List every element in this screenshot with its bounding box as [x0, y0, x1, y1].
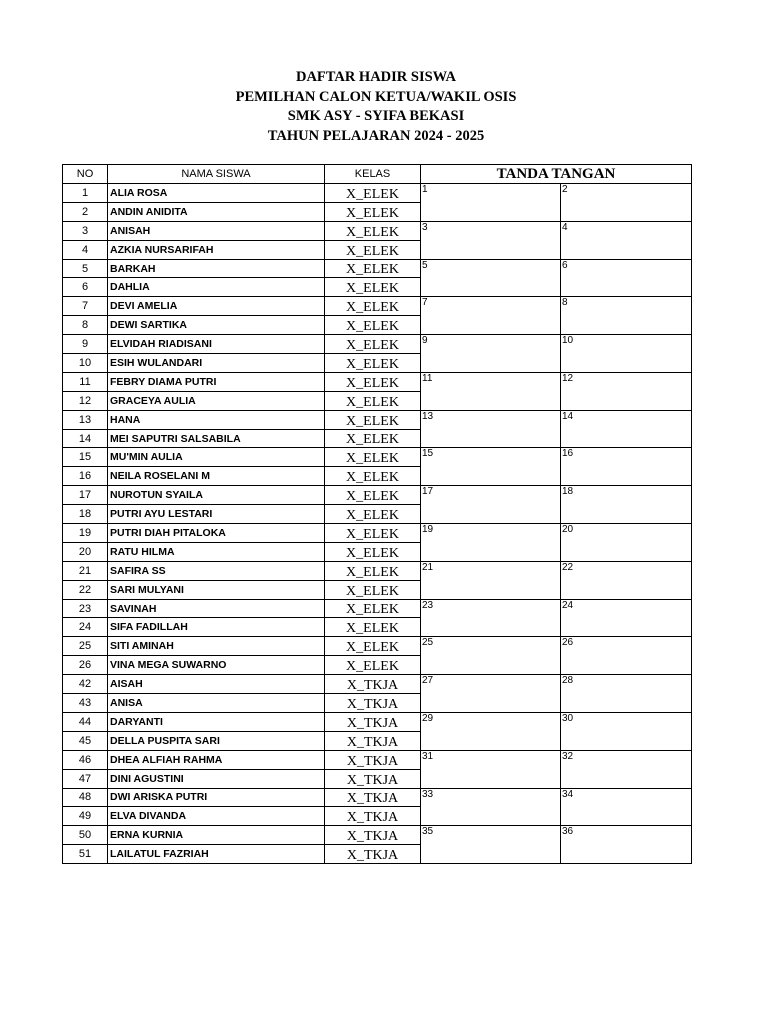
- signature-cell-right[interactable]: 2: [561, 184, 692, 222]
- student-name: SITI AMINAH: [108, 637, 325, 656]
- row-number: 25: [63, 637, 108, 656]
- student-class: X_ELEK: [325, 486, 421, 505]
- row-number: 9: [63, 335, 108, 354]
- row-number: 11: [63, 372, 108, 391]
- row-number: 48: [63, 788, 108, 807]
- table-row: [63, 184, 692, 203]
- student-name: ANISA: [108, 694, 325, 713]
- table-row: [63, 448, 692, 467]
- student-class: X_ELEK: [325, 259, 421, 278]
- student-class: X_ELEK: [325, 278, 421, 297]
- student-class: X_ELEK: [325, 221, 421, 240]
- signature-cell-left[interactable]: 11: [421, 372, 561, 410]
- row-number: 19: [63, 524, 108, 543]
- student-name: ERNA KURNIA: [108, 826, 325, 845]
- row-number: 18: [63, 505, 108, 524]
- student-name: DINI AGUSTINI: [108, 769, 325, 788]
- student-class: X_TKJA: [325, 694, 421, 713]
- student-name: MU'MIN AULIA: [108, 448, 325, 467]
- row-number: 13: [63, 410, 108, 429]
- signature-cell-left[interactable]: 35: [421, 826, 561, 864]
- signature-cell-right[interactable]: 32: [561, 750, 692, 788]
- student-class: X_ELEK: [325, 561, 421, 580]
- signature-cell-right[interactable]: 10: [561, 335, 692, 373]
- student-class: X_TKJA: [325, 769, 421, 788]
- table-row: [63, 826, 692, 845]
- row-number: 1: [63, 184, 108, 203]
- student-class: X_ELEK: [325, 524, 421, 543]
- student-name: DEVI AMELIA: [108, 297, 325, 316]
- table-row: [63, 297, 692, 316]
- table-row: [63, 410, 692, 429]
- signature-cell-left[interactable]: 13: [421, 410, 561, 448]
- student-name: DEWI SARTIKA: [108, 316, 325, 335]
- student-name: BARKAH: [108, 259, 325, 278]
- signature-cell-right[interactable]: 30: [561, 712, 692, 750]
- signature-cell-left[interactable]: 7: [421, 297, 561, 335]
- student-class: X_TKJA: [325, 788, 421, 807]
- student-name: PUTRI DIAH PITALOKA: [108, 524, 325, 543]
- student-class: X_ELEK: [325, 467, 421, 486]
- document-header: [0, 68, 768, 146]
- student-name: ELVIDAH RIADISANI: [108, 335, 325, 354]
- student-name: SAFIRA SS: [108, 561, 325, 580]
- student-class: X_TKJA: [325, 826, 421, 845]
- row-number: 24: [63, 618, 108, 637]
- row-number: 15: [63, 448, 108, 467]
- student-class: X_ELEK: [325, 335, 421, 354]
- row-number: 10: [63, 354, 108, 373]
- row-number: 14: [63, 429, 108, 448]
- signature-cell-right[interactable]: 6: [561, 259, 692, 297]
- signature-cell-left[interactable]: 25: [421, 637, 561, 675]
- signature-cell-left[interactable]: 19: [421, 524, 561, 562]
- signature-cell-left[interactable]: 5: [421, 259, 561, 297]
- table-row: [63, 486, 692, 505]
- row-number: 51: [63, 845, 108, 864]
- student-class: X_ELEK: [325, 354, 421, 373]
- row-number: 44: [63, 712, 108, 731]
- row-number: 6: [63, 278, 108, 297]
- row-number: 3: [63, 221, 108, 240]
- student-name: VINA MEGA SUWARNO: [108, 656, 325, 675]
- title-line-3: SMK ASY - SYIFA BEKASI: [287, 108, 465, 124]
- table-row: [63, 788, 692, 807]
- student-class: X_ELEK: [325, 448, 421, 467]
- student-name: LAILATUL FAZRIAH: [108, 845, 325, 864]
- row-number: 21: [63, 561, 108, 580]
- student-class: X_ELEK: [325, 316, 421, 335]
- student-class: X_ELEK: [325, 542, 421, 561]
- student-class: X_ELEK: [325, 372, 421, 391]
- row-number: 43: [63, 694, 108, 713]
- student-name: ESIH WULANDARI: [108, 354, 325, 373]
- row-number: 2: [63, 202, 108, 221]
- student-class: X_TKJA: [325, 750, 421, 769]
- student-class: X_ELEK: [325, 410, 421, 429]
- col-header-kelas: KELAS: [325, 165, 421, 184]
- row-number: 4: [63, 240, 108, 259]
- student-name: DWI ARISKA PUTRI: [108, 788, 325, 807]
- signature-cell-right[interactable]: 20: [561, 524, 692, 562]
- row-number: 50: [63, 826, 108, 845]
- student-name: DELLA PUSPITA SARI: [108, 731, 325, 750]
- title-line-1: DAFTAR HADIR SISWA: [295, 69, 457, 85]
- table-row: [63, 675, 692, 694]
- row-number: 22: [63, 580, 108, 599]
- signature-cell-left[interactable]: 33: [421, 788, 561, 826]
- student-class: X_ELEK: [325, 580, 421, 599]
- table-row: [63, 712, 692, 731]
- table-row: [63, 561, 692, 580]
- signature-cell-left[interactable]: 3: [421, 221, 561, 259]
- student-class: X_ELEK: [325, 505, 421, 524]
- student-class: X_TKJA: [325, 845, 421, 864]
- row-number: 17: [63, 486, 108, 505]
- table-row: [63, 372, 692, 391]
- row-number: 49: [63, 807, 108, 826]
- col-header-no: NO: [63, 165, 108, 184]
- signature-cell-right[interactable]: 22: [561, 561, 692, 599]
- row-number: 20: [63, 542, 108, 561]
- student-name: NUROTUN SYAILA: [108, 486, 325, 505]
- table-row: [63, 524, 692, 543]
- student-class: X_TKJA: [325, 675, 421, 694]
- row-number: 42: [63, 675, 108, 694]
- student-name: PUTRI AYU LESTARI: [108, 505, 325, 524]
- col-header-nama: NAMA SISWA: [108, 165, 325, 184]
- signature-cell-right[interactable]: 14: [561, 410, 692, 448]
- table-row: [63, 750, 692, 769]
- signature-cell-right[interactable]: 34: [561, 788, 692, 826]
- student-class: X_ELEK: [325, 184, 421, 203]
- student-name: SAVINAH: [108, 599, 325, 618]
- student-name: ALIA ROSA: [108, 184, 325, 203]
- table-row: [63, 599, 692, 618]
- student-name: DHEA ALFIAH RAHMA: [108, 750, 325, 769]
- student-name: GRACEYA AULIA: [108, 391, 325, 410]
- student-class: X_ELEK: [325, 297, 421, 316]
- table-row: [63, 637, 692, 656]
- row-number: 12: [63, 391, 108, 410]
- attendance-table: [62, 164, 692, 864]
- student-name: NEILA ROSELANI M: [108, 467, 325, 486]
- student-class: X_TKJA: [325, 807, 421, 826]
- col-header-tanda-tangan: TANDA TANGAN: [421, 165, 692, 184]
- student-class: X_ELEK: [325, 599, 421, 618]
- row-number: 7: [63, 297, 108, 316]
- signature-cell-right[interactable]: 18: [561, 486, 692, 524]
- row-number: 47: [63, 769, 108, 788]
- row-number: 26: [63, 656, 108, 675]
- row-number: 8: [63, 316, 108, 335]
- signature-cell-left[interactable]: 27: [421, 675, 561, 713]
- signature-cell-left[interactable]: 15: [421, 448, 561, 486]
- student-name: AZKIA NURSARIFAH: [108, 240, 325, 259]
- student-class: X_TKJA: [325, 731, 421, 750]
- title-line-2: PEMILHAN CALON KETUA/WAKIL OSIS: [235, 88, 517, 105]
- student-name: SIFA FADILLAH: [108, 618, 325, 637]
- student-class: X_ELEK: [325, 656, 421, 675]
- row-number: 16: [63, 467, 108, 486]
- table-row: [63, 221, 692, 240]
- signature-cell-left[interactable]: 23: [421, 599, 561, 637]
- student-class: X_ELEK: [325, 391, 421, 410]
- signature-cell-left[interactable]: 31: [421, 750, 561, 788]
- signature-cell-right[interactable]: 28: [561, 675, 692, 713]
- student-name: FEBRY DIAMA PUTRI: [108, 372, 325, 391]
- student-class: X_ELEK: [325, 240, 421, 259]
- table-row: [63, 259, 692, 278]
- student-class: X_ELEK: [325, 202, 421, 221]
- signature-cell-right[interactable]: 4: [561, 221, 692, 259]
- table-row: [63, 335, 692, 354]
- signature-cell-right[interactable]: 12: [561, 372, 692, 410]
- student-name: RATU HILMA: [108, 542, 325, 561]
- signature-cell-left[interactable]: 9: [421, 335, 561, 373]
- student-class: X_ELEK: [325, 429, 421, 448]
- signature-cell-left[interactable]: 29: [421, 712, 561, 750]
- signature-cell-left[interactable]: 1: [421, 184, 561, 222]
- student-name: ANDIN ANIDITA: [108, 202, 325, 221]
- student-name: ELVA DIVANDA: [108, 807, 325, 826]
- student-name: DARYANTI: [108, 712, 325, 731]
- student-class: X_ELEK: [325, 618, 421, 637]
- signature-cell-left[interactable]: 17: [421, 486, 561, 524]
- student-name: ANISAH: [108, 221, 325, 240]
- title-line-4: TAHUN PELAJARAN 2024 - 2025: [267, 127, 485, 144]
- row-number: 46: [63, 750, 108, 769]
- signature-cell-right[interactable]: 26: [561, 637, 692, 675]
- row-number: 45: [63, 731, 108, 750]
- student-name: HANA: [108, 410, 325, 429]
- signature-cell-right[interactable]: 16: [561, 448, 692, 486]
- student-class: X_TKJA: [325, 712, 421, 731]
- row-number: 23: [63, 599, 108, 618]
- student-name: MEI SAPUTRI SALSABILA: [108, 429, 325, 448]
- signature-cell-right[interactable]: 24: [561, 599, 692, 637]
- row-number: 5: [63, 259, 108, 278]
- table-header-row: [63, 165, 692, 184]
- student-class: X_ELEK: [325, 637, 421, 656]
- signature-cell-left[interactable]: 21: [421, 561, 561, 599]
- signature-cell-right[interactable]: 8: [561, 297, 692, 335]
- student-name: SARI MULYANI: [108, 580, 325, 599]
- signature-cell-right[interactable]: 36: [561, 826, 692, 864]
- student-name: AISAH: [108, 675, 325, 694]
- student-name: DAHLIA: [108, 278, 325, 297]
